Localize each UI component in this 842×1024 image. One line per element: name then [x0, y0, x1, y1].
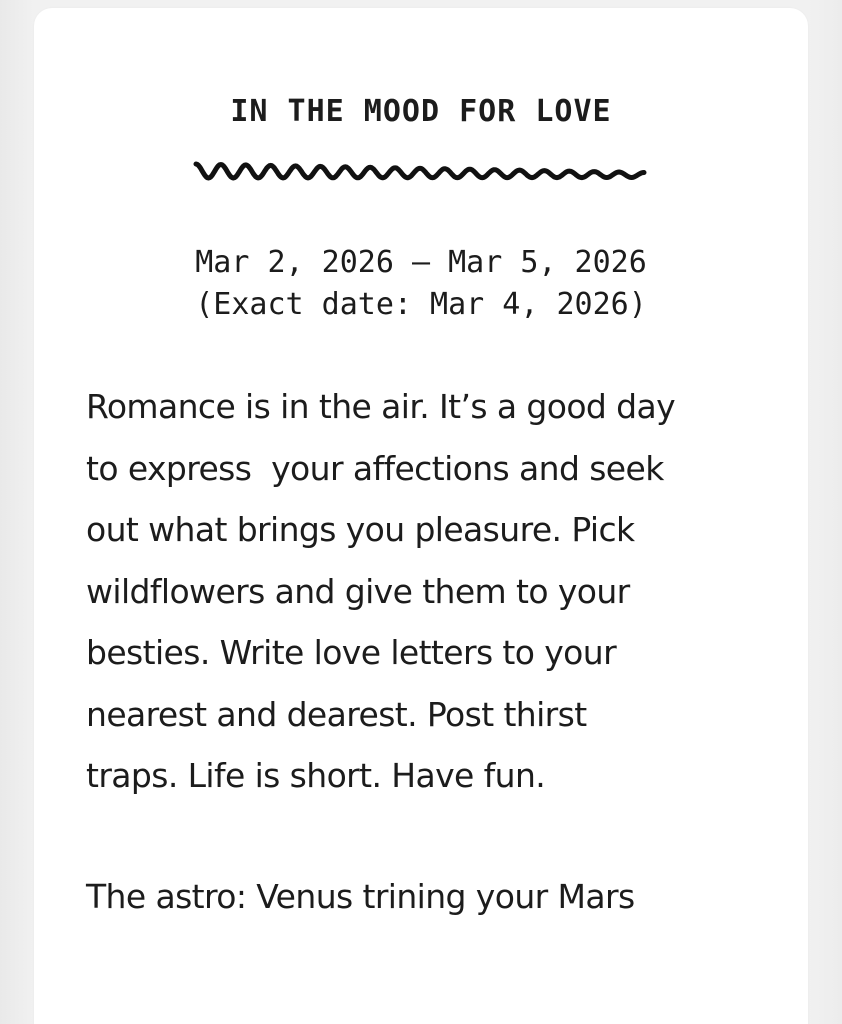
horoscope-card — [34, 8, 808, 1024]
body-line: besties. Write love letters to your — [86, 633, 617, 672]
body-line: traps. Life is short. Have fun. — [86, 756, 546, 795]
transit-dates — [34, 242, 808, 326]
body-line: nearest and dearest. Post thirst — [86, 694, 587, 734]
astro-note: The astro: Venus trining your Mars — [86, 877, 635, 916]
card-title: IN THE MOOD FOR LOVE — [230, 94, 612, 129]
body-line: out what brings you pleasure. Pick — [86, 510, 635, 549]
body-line: wildflowers and give them to your — [86, 571, 630, 611]
body-line: to express your affections and seek — [86, 448, 664, 488]
body-line: Romance is in the air. It’s a good day — [86, 387, 676, 426]
squiggle-divider — [192, 154, 648, 188]
date-range: Mar 2, 2026 – Mar 5, 2026 — [195, 245, 647, 280]
horoscope-body — [86, 376, 766, 807]
exact-date: (Exact date: Mar 4, 2026) — [195, 287, 647, 322]
